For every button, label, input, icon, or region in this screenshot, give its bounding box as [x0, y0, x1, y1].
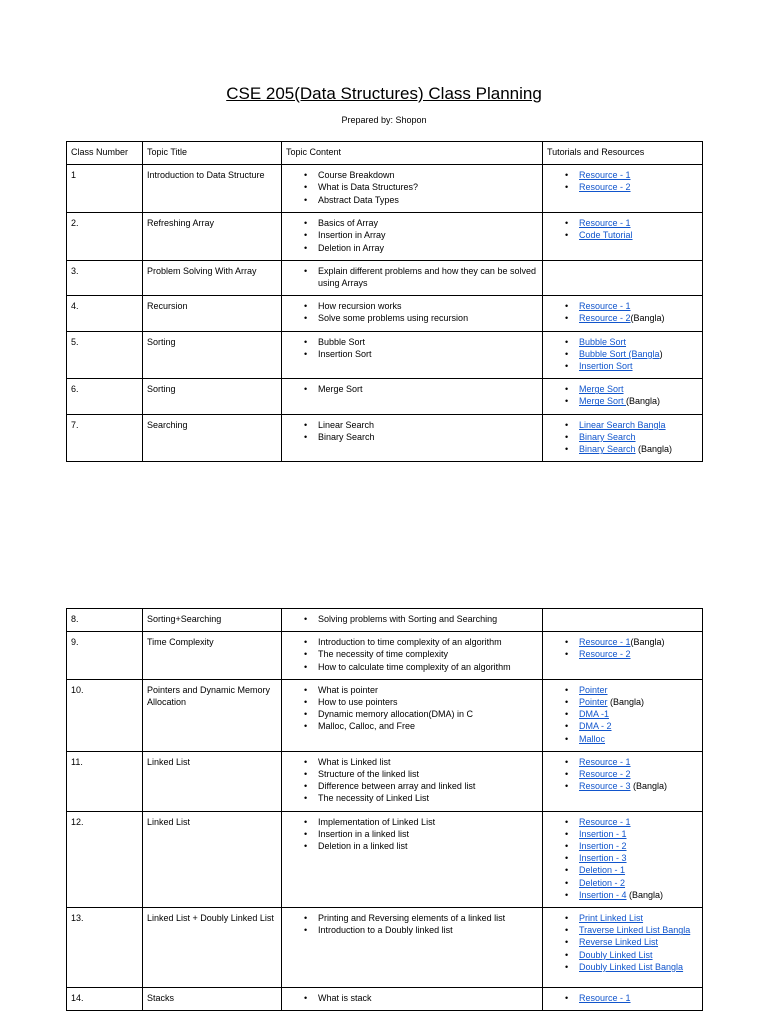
resource-note: ) [659, 348, 663, 359]
resources-cell [543, 632, 703, 680]
resource-item [547, 181, 697, 193]
resource-link[interactable]: Resource - 3 [579, 781, 631, 792]
resources-cell [543, 679, 703, 751]
resource-link[interactable]: Resource - 1 [579, 756, 631, 767]
resource-link[interactable]: Linear Search Bangla [579, 419, 666, 430]
topic-title-cell: Sorting+Searching [143, 609, 282, 632]
resource-item [547, 648, 697, 660]
resource-link[interactable]: Merge Sort [579, 384, 624, 395]
table-row [67, 811, 703, 907]
header-topic-content: Topic Content [282, 142, 543, 165]
table-row [67, 609, 703, 632]
topic-content-item: • What is Linked list [286, 756, 537, 768]
topic-content-item: • What is pointer [286, 684, 537, 696]
resource-item [547, 992, 697, 1004]
topic-content-list [286, 684, 537, 733]
class-number-cell: 7. [67, 414, 143, 462]
class-number-cell: 9. [67, 632, 143, 680]
topic-content-cell [282, 260, 543, 295]
resource-item [547, 229, 697, 241]
resource-item [547, 889, 697, 901]
resource-link[interactable]: Binary Search [579, 431, 636, 442]
topic-content-item: • Insertion Sort [286, 348, 537, 360]
resource-item [547, 419, 697, 431]
topic-content-cell [282, 414, 543, 462]
topic-content-cell [282, 988, 543, 1011]
resource-link[interactable]: Pointer [579, 684, 608, 695]
topic-title-cell: Sorting [143, 331, 282, 379]
resource-note: (Bangla) [630, 313, 665, 324]
resource-link[interactable]: Deletion - 2 [579, 877, 626, 888]
resource-item [547, 816, 697, 828]
topic-content-item: • How to use pointers [286, 696, 537, 708]
resources-list [547, 169, 697, 193]
class-number-cell: 3. [67, 260, 143, 295]
table-row [67, 296, 703, 331]
topic-content-item: • Abstract Data Types [286, 194, 537, 206]
resource-item [547, 696, 697, 708]
topic-content-list [286, 419, 537, 443]
class-number-cell: 6. [67, 379, 143, 414]
topic-content-list [286, 756, 537, 805]
resource-link[interactable]: Bubble Sort [579, 336, 627, 347]
topic-content-item: • Deletion in Array [286, 242, 537, 254]
topic-content-cell [282, 165, 543, 213]
resource-item [547, 443, 697, 455]
header-tutorials-resources: Tutorials and Resources [543, 142, 703, 165]
topic-content-list [286, 300, 537, 324]
table-row [67, 908, 703, 988]
topic-content-item: • Deletion in a linked list [286, 840, 537, 852]
resource-note: (Bangla) [630, 637, 665, 648]
topic-content-list [286, 912, 537, 936]
topic-content-cell [282, 296, 543, 331]
topic-content-item: • Basics of Array [286, 217, 537, 229]
class-plan-table-continued [66, 608, 703, 1011]
table-body [67, 165, 703, 462]
resource-link[interactable]: Malloc [579, 733, 606, 744]
topic-title-cell: Refreshing Array [143, 213, 282, 261]
topic-content-item: • Explain different problems and how they can be solved using Arrays [286, 265, 537, 289]
header-class-number: Class Number [67, 142, 143, 165]
resource-note: (Bangla) [630, 781, 668, 792]
resource-link[interactable]: DMA -1 [579, 709, 610, 720]
topic-content-list [286, 613, 537, 625]
topic-content-cell [282, 379, 543, 414]
resource-item [547, 840, 697, 852]
page-title: CSE 205(Data Structures) Class Planning [226, 84, 542, 103]
resource-item [547, 217, 697, 229]
resource-link[interactable]: Print Linked List [579, 913, 644, 924]
topic-title-cell: Linked List + Doubly Linked List [143, 908, 282, 988]
resources-cell [543, 165, 703, 213]
class-number-cell: 2. [67, 213, 143, 261]
resources-cell [543, 213, 703, 261]
class-number-cell: 5. [67, 331, 143, 379]
table-header-row [67, 142, 703, 165]
topic-content-item: • What is stack [286, 992, 537, 1004]
resources-cell [543, 908, 703, 988]
class-number-cell: 13. [67, 908, 143, 988]
resources-cell [543, 988, 703, 1011]
topic-title-cell: Introduction to Data Structure [143, 165, 282, 213]
resource-item [547, 636, 697, 648]
resource-item [547, 936, 697, 948]
resource-link[interactable]: Doubly Linked List Bangla [579, 961, 684, 972]
resources-list [547, 992, 697, 1004]
topic-content-cell [282, 811, 543, 907]
topic-content-list [286, 383, 537, 395]
resource-link[interactable]: Resource - 2 [579, 769, 631, 780]
topic-title-cell: Time Complexity [143, 632, 282, 680]
resources-list [547, 419, 697, 456]
resources-list [547, 300, 697, 324]
resources-list [547, 636, 697, 660]
resources-cell [543, 414, 703, 462]
resource-link[interactable]: Insertion - 2 [579, 841, 627, 852]
topic-content-item: • What is Data Structures? [286, 181, 537, 193]
topic-content-item: • Solve some problems using recursion [286, 312, 537, 324]
resource-link[interactable]: Insertion Sort [579, 361, 633, 372]
topic-content-list [286, 169, 537, 206]
class-number-cell: 14. [67, 988, 143, 1011]
resource-item [547, 336, 697, 348]
topic-title-cell: Sorting [143, 379, 282, 414]
resources-cell [543, 260, 703, 295]
topic-content-list [286, 336, 537, 360]
resources-cell [543, 811, 703, 907]
resource-item [547, 828, 697, 840]
topic-content-list [286, 816, 537, 853]
resources-list [547, 336, 697, 373]
resource-link[interactable]: DMA - 2 [579, 721, 612, 732]
resource-link[interactable]: Resource - 2 [579, 313, 631, 324]
topic-content-item: • Course Breakdown [286, 169, 537, 181]
resource-item [547, 312, 697, 324]
topic-title-cell: Linked List [143, 811, 282, 907]
resource-link[interactable]: Insertion - 1 [579, 828, 627, 839]
table-row [67, 988, 703, 1011]
class-number-cell: 11. [67, 751, 143, 811]
header-topic-title: Topic Title [143, 142, 282, 165]
resources-list [547, 912, 697, 973]
resource-link[interactable]: Resource - 1 [579, 170, 631, 181]
resource-link[interactable]: Insertion - 3 [579, 853, 627, 864]
topic-content-item: • Structure of the linked list [286, 768, 537, 780]
resource-link[interactable]: Resource - 2 [579, 649, 631, 660]
resource-note: (Bangla) [635, 444, 673, 455]
resources-cell [543, 609, 703, 632]
resources-list [547, 816, 697, 901]
class-number-cell: 4. [67, 296, 143, 331]
topic-content-list [286, 265, 537, 289]
resources-list [547, 217, 697, 241]
resource-note: (Bangla) [626, 889, 664, 900]
topic-content-item: • Insertion in a linked list [286, 828, 537, 840]
resources-cell [543, 751, 703, 811]
resource-item [547, 300, 697, 312]
resource-link[interactable]: Resource - 1 [579, 301, 631, 312]
resource-item [547, 852, 697, 864]
topic-content-item: • Solving problems with Sorting and Searching [286, 613, 537, 625]
resource-item [547, 864, 697, 876]
resource-item [547, 912, 697, 924]
class-number-cell: 8. [67, 609, 143, 632]
topic-content-item: • How to calculate time complexity of an algorithm [286, 661, 537, 673]
resource-item [547, 395, 697, 407]
resource-item [547, 780, 697, 792]
resource-item [547, 733, 697, 745]
resource-link[interactable]: Resource - 1 [579, 218, 631, 229]
resource-link[interactable]: Deletion - 1 [579, 865, 626, 876]
page-subtitle: Prepared by: Shopon [341, 115, 427, 125]
resource-item [547, 708, 697, 720]
resource-note: (Bangla) [607, 697, 645, 708]
resource-link[interactable]: Doubly Linked List [579, 949, 653, 960]
topic-content-cell [282, 632, 543, 680]
table-row [67, 260, 703, 295]
topic-content-item: • Linear Search [286, 419, 537, 431]
resource-item [547, 924, 697, 936]
resource-link[interactable]: Merge Sort [579, 396, 627, 407]
resource-link[interactable]: Resource - 1 [579, 993, 631, 1004]
resource-item [547, 720, 697, 732]
resource-link[interactable]: Insertion - 4 [579, 889, 627, 900]
topic-content-item: • Difference between array and linked list [286, 780, 537, 792]
resource-item [547, 383, 697, 395]
topic-content-cell [282, 331, 543, 379]
resources-cell [543, 379, 703, 414]
topic-title-cell: Searching [143, 414, 282, 462]
topic-title-cell: Linked List [143, 751, 282, 811]
resource-item [547, 684, 697, 696]
topic-content-item: • Merge Sort [286, 383, 537, 395]
resource-link[interactable]: Reverse Linked List [579, 937, 659, 948]
topic-content-item: • Insertion in Array [286, 229, 537, 241]
resource-item [547, 431, 697, 443]
table-row [67, 379, 703, 414]
resource-item [547, 169, 697, 181]
resource-item [547, 877, 697, 889]
topic-title-cell: Pointers and Dynamic Memory Allocation [143, 679, 282, 751]
topic-content-item: • The necessity of time complexity [286, 648, 537, 660]
table-body [67, 609, 703, 1011]
table-row [67, 679, 703, 751]
topic-content-item: • Malloc, Calloc, and Free [286, 720, 537, 732]
resource-item [547, 949, 697, 961]
topic-content-cell [282, 908, 543, 988]
topic-title-cell: Recursion [143, 296, 282, 331]
topic-content-item: • Introduction to time complexity of an algorithm [286, 636, 537, 648]
topic-content-item: • Printing and Reversing elements of a linked list [286, 912, 537, 924]
topic-content-cell [282, 679, 543, 751]
resource-note: (Bangla) [626, 396, 661, 407]
class-number-cell: 1 [67, 165, 143, 213]
resource-link[interactable]: Code Tutorial [579, 230, 633, 241]
topic-content-list [286, 636, 537, 673]
topic-content-item: • Dynamic memory allocation(DMA) in C [286, 708, 537, 720]
table-row [67, 213, 703, 261]
resource-item [547, 768, 697, 780]
resource-item [547, 961, 697, 973]
topic-title-cell: Problem Solving With Array [143, 260, 282, 295]
resource-link[interactable]: Pointer [579, 697, 608, 708]
topic-title-cell: Stacks [143, 988, 282, 1011]
resources-list [547, 684, 697, 745]
topic-content-item: • Binary Search [286, 431, 537, 443]
class-number-cell: 12. [67, 811, 143, 907]
table-row [67, 632, 703, 680]
table-row [67, 331, 703, 379]
topic-content-cell [282, 751, 543, 811]
topic-content-item: • How recursion works [286, 300, 537, 312]
topic-content-item: • Introduction to a Doubly linked list [286, 924, 537, 936]
topic-content-cell [282, 609, 543, 632]
resource-link[interactable]: Resource - 1 [579, 816, 631, 827]
class-plan-table [66, 141, 703, 462]
topic-content-list [286, 992, 537, 1004]
table-row [67, 414, 703, 462]
class-number-cell: 10. [67, 679, 143, 751]
topic-content-item: • Implementation of Linked List [286, 816, 537, 828]
resource-link[interactable]: Resource - 2 [579, 182, 631, 193]
topic-content-item: • The necessity of Linked List [286, 792, 537, 804]
resources-cell [543, 331, 703, 379]
topic-content-cell [282, 213, 543, 261]
resource-item [547, 756, 697, 768]
resources-list [547, 383, 697, 407]
resource-item [547, 360, 697, 372]
resource-link[interactable]: Traverse Linked List Bangla [579, 925, 691, 936]
resource-item [547, 348, 697, 360]
topic-content-item: • Bubble Sort [286, 336, 537, 348]
resources-list [547, 756, 697, 793]
resource-link[interactable]: Bubble Sort (Bangla [579, 348, 660, 359]
resources-cell [543, 296, 703, 331]
table-row [67, 165, 703, 213]
topic-content-list [286, 217, 537, 254]
table-row [67, 751, 703, 811]
resource-link[interactable]: Binary Search [579, 444, 636, 455]
resource-link[interactable]: Resource - 1 [579, 637, 631, 648]
